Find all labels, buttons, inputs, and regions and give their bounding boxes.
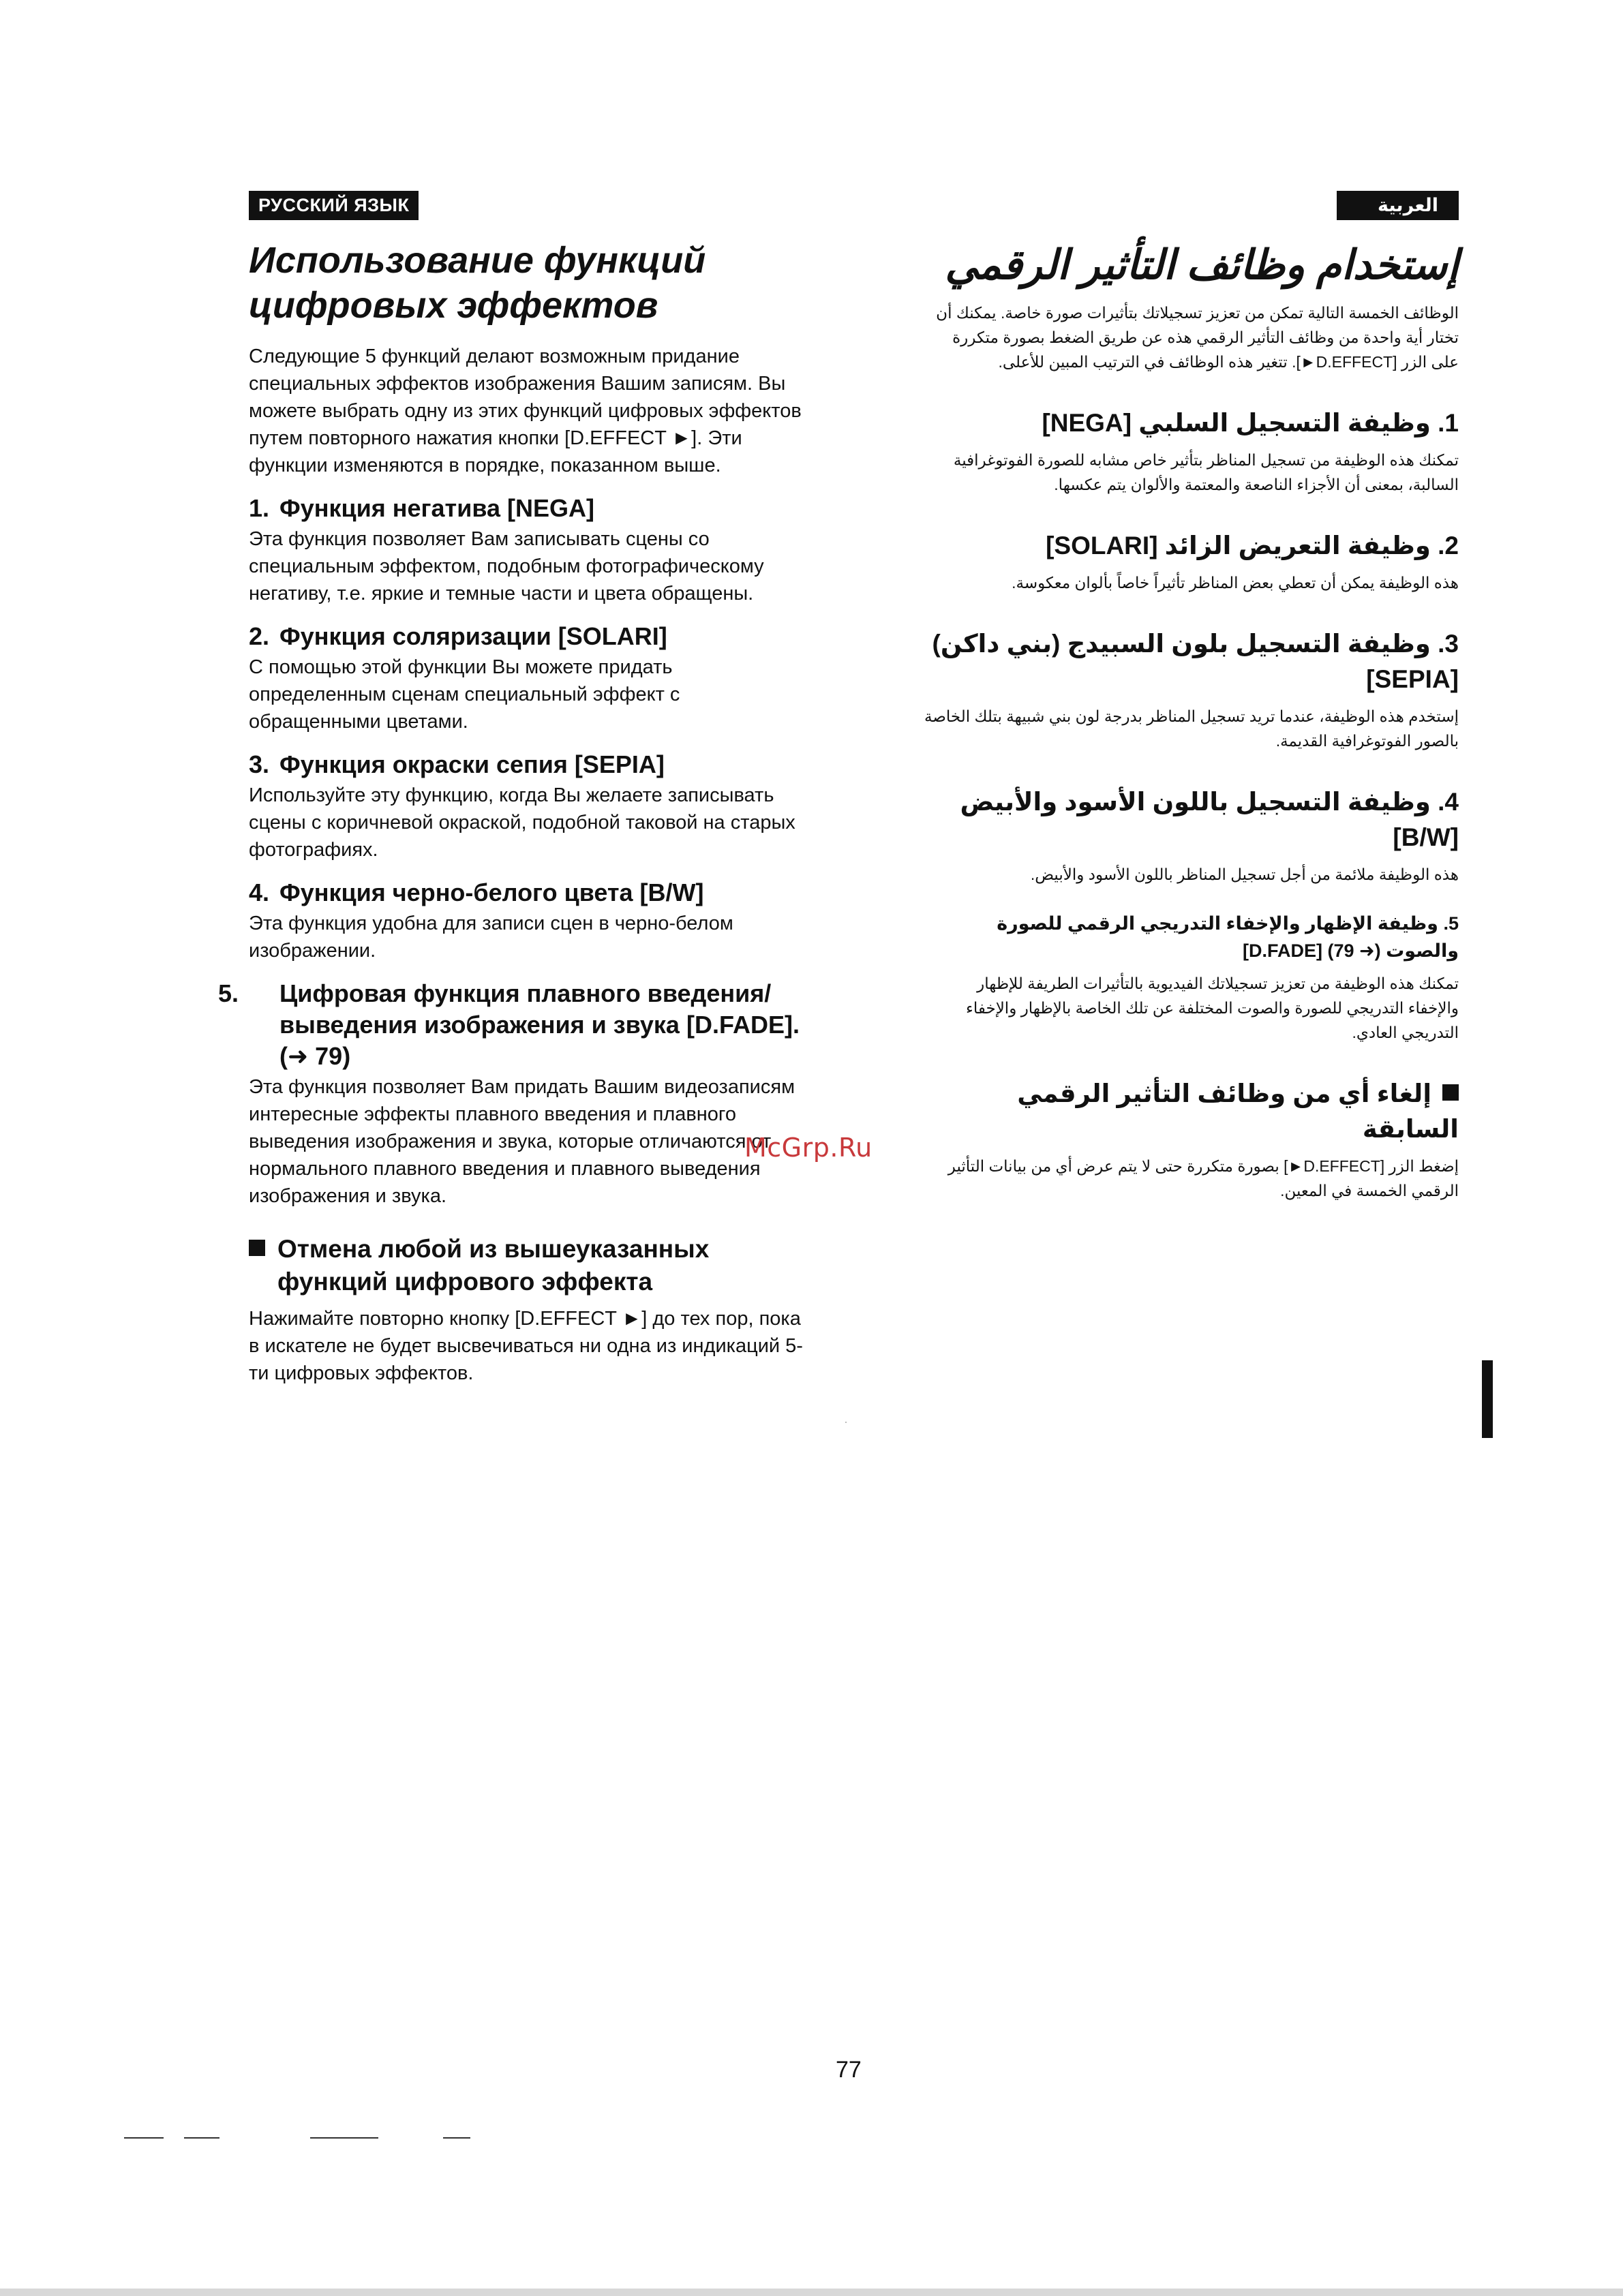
russian-section-4-text: Эта функция удобна для записи сцен в черно-белом изображении. xyxy=(249,913,733,962)
russian-section-3-heading: 3. Функция окраски сепия [SEPIA] xyxy=(249,750,665,778)
scan-speck xyxy=(845,1422,847,1423)
arabic-section-4-heading: 4. وظيفة التسجيل باللون الأسود والأبيض [B/W] xyxy=(960,788,1459,851)
arabic-cancel-text: إضغط الزر [D.EFFECT►] بصورة متكررة حتى لا يتم عرض أي من بيانات التأثير الرقمي الخمسة في المعين. xyxy=(947,1157,1459,1199)
footer-rule xyxy=(443,2137,470,2139)
russian-title: Использование функций цифровых эффектов xyxy=(249,240,706,326)
russian-intro: Следующие 5 функций делают возможным придание специальных эффектов изображения Вашим записям. Вы можете выбрать одну из этих функций цифровых эффектов путем повторного нажатия кнопки [D.EFFECT ►]. Эти функции изменяются в порядке, показанном выше. xyxy=(249,346,802,476)
russian-cancel-heading: Отмена любой из вышеуказанных функций цифрового эффекта xyxy=(249,1233,804,1298)
footer-rule xyxy=(124,2137,164,2139)
footer-rule xyxy=(310,2137,378,2139)
footer-rule xyxy=(184,2137,219,2139)
page-number: 77 xyxy=(836,2057,862,2083)
arabic-column xyxy=(924,191,1459,1203)
arabic-section-5-heading: 5. وظيفة الإظهار والإخفاء التدريجي الرقمي للصورة والصوت (➜ 79) [D.FADE] xyxy=(997,913,1459,961)
arabic-cancel-heading: إلغاء أي من وظائف التأثير الرقمي السابقة xyxy=(1017,1080,1459,1143)
russian-section-5-heading: 5. Цифровая функция плавного введения/выведения изображения и звука [D.FADE]. (➜ 79) xyxy=(218,979,800,1070)
arabic-section-3-text: إستخدم هذه الوظيفة، عندما تريد تسجيل المناظر بدرجة لون بني شبيهة بتلك الخاصة بالصور الفوتوغرافية القديمة. xyxy=(924,707,1459,750)
watermark: McGrp.Ru xyxy=(744,1133,873,1163)
russian-section-5-text: Эта функция позволяет Вам придать Вашим видеозаписям интересные эффекты плавного введения и плавного выведения изображения и звука, которые отличаются от нормального плавного введения и плавного выведения изображения и звука. xyxy=(249,1076,795,1207)
arabic-intro: الوظائف الخمسة التالية تمكن من تعزيز تسجيلاتك بتأثيرات صورة خاصة. يمكنك أن تختار أية واحدة من وظائف التأثير الرقمي هذه عن طريق الضغط بصورة متكررة على الزر [D.EFFECT►]. تتغير هذه الوظائف في الترتيب المبين للأعلى. xyxy=(936,304,1459,371)
russian-section-1-heading: 1. Функция негатива [NEGA] xyxy=(249,494,594,522)
russian-section-2-text: С помощью этой функции Вы можете придать определенным сценам специальный эффект с обращенными цветами. xyxy=(249,656,680,733)
arabic-language-tag: العربية xyxy=(1337,191,1459,220)
russian-section-2-heading: 2. Функция соляризации [SOLARI] xyxy=(249,622,667,650)
russian-language-tag: РУССКИЙ ЯЗЫК xyxy=(249,191,419,220)
scan-bottom-edge xyxy=(0,2289,1623,2296)
arabic-title: إستخدام وظائف التأثير الرقمي xyxy=(945,242,1459,288)
arabic-section-3-heading: 3. وظيفة التسجيل بلون السبيدج (بني داكن) [SEPIA] xyxy=(932,630,1459,693)
square-bullet-icon xyxy=(1442,1084,1459,1101)
arabic-section-5-text: تمكنك هذه الوظيفة من تعزيز تسجيلاتك الفيديوية بالتأثيرات الطريفة للإظهار والإخفاء التدريجي للصورة والصوت المختلفة عن تلك الخاصة بالإظهار والإخفاء التدريجي العادي. xyxy=(966,975,1459,1041)
square-bullet-icon xyxy=(249,1240,265,1256)
arabic-section-1-text: تمكنك هذه الوظيفة من تسجيل المناظر بتأثير خاص مشابه للصورة الفوتوغرافية السالبة، بمعنى أن الأجزاء الناصعة والمعتمة والألوان يتم عكسها. xyxy=(953,451,1459,493)
russian-section-3-text: Используйте эту функцию, когда Вы желаете записывать сцены с коричневой окраской, подобной таковой на старых фотографиях. xyxy=(249,784,795,861)
section-tab-marker xyxy=(1482,1360,1493,1438)
arabic-section-4-text: هذه الوظيفة ملائمة من أجل تسجيل المناظر باللون الأسود والأبيض. xyxy=(1030,866,1459,883)
arabic-section-1-heading: 1. وظيفة التسجيل السلبي [NEGA] xyxy=(1042,409,1459,437)
arabic-section-2-heading: 2. وظيفة التعريض الزائد [SOLARI] xyxy=(1046,532,1459,560)
russian-section-1-text: Эта функция позволяет Вам записывать сцены со специальным эффектом, подобным фотографическому негативу, т.е. яркие и темные части и цвета обращены. xyxy=(249,528,764,604)
arabic-section-2-text: هذه الوظيفة يمكن أن تعطي بعض المناظر تأثيراً خاصاً بألوان معكوسة. xyxy=(1012,574,1459,592)
russian-column xyxy=(218,191,804,1387)
russian-section-4-heading: 4. Функция черно-белого цвета [B/W] xyxy=(249,878,704,906)
russian-cancel-text: Нажимайте повторно кнопку [D.EFFECT ►] до тех пор, пока в искателе не будет высвечиваться ни одна из индикаций 5-ти цифровых эффектов. xyxy=(249,1308,803,1384)
